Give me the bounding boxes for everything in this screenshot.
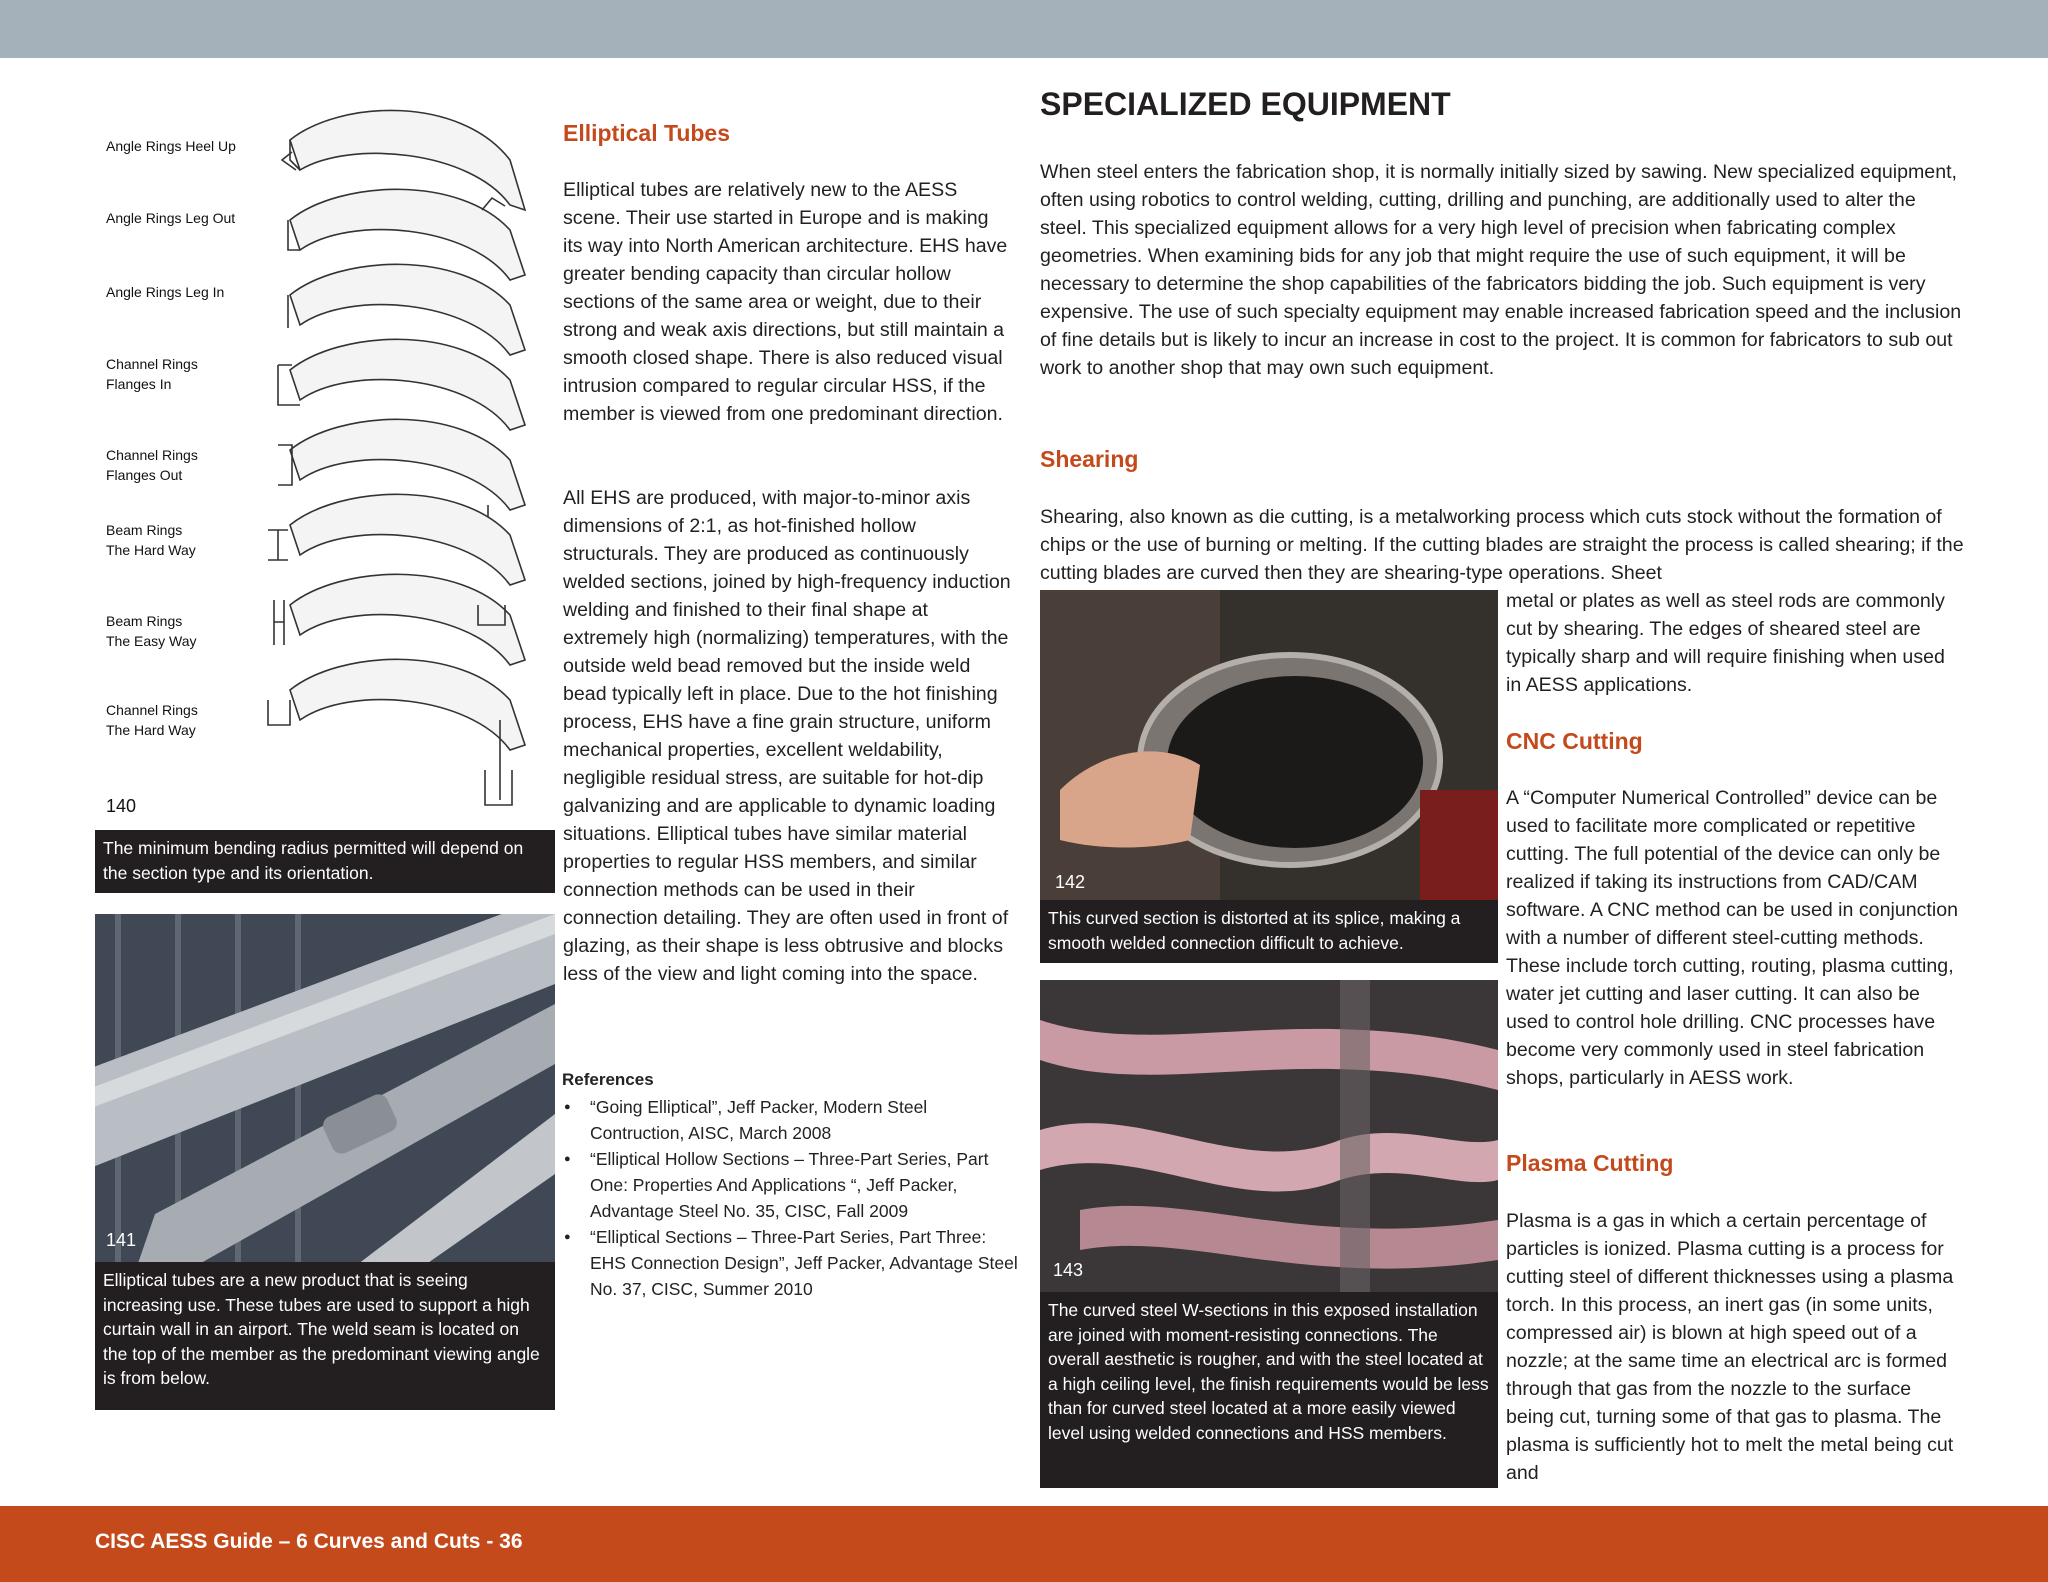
figure-number: 143	[1053, 1260, 1084, 1280]
elliptical-tube-photo	[95, 914, 555, 1272]
figure-caption: Elliptical tubes are a new product that is seeing increasing use. These tubes are used to support a high curtain wall in an airport. The weld seam is located on the top of the member as the predominant viewing angle is from below.	[95, 1262, 555, 1410]
curved-w-sections-photo	[1040, 980, 1498, 1292]
body-paragraph: Shearing, also known as die cutting, is a metalworking process which cuts stock without the formation of chips or the use of burning or melting. If the cutting blades are straight the process is called shearing; if the cutting blades are curved then they are shearing-type operations. Sheet	[1040, 506, 1964, 584]
figure-number: 141	[106, 1230, 137, 1250]
body-paragraph: A “Computer Numerical Controlled” device can be used to facilitate more complicated or repetitive cutting. The full potential of the device can only be realized if taking its instructions from CAD/CAM software. A CNC method can be used in conjunction with a number of different steel-cutting methods. These include torch cutting, routing, plasma cutting, water jet cutting and laser cutting. It can also be used to control hole drilling. CNC processes have become very commonly used in steel fabrication shops, particularly in AESS work.	[1506, 787, 1959, 1089]
references-list	[562, 1094, 1022, 1302]
ring-sections-drawing	[260, 100, 550, 820]
page-title: SPECIALIZED EQUIPMENT	[1040, 86, 1451, 122]
elliptical-tube-illustration	[95, 914, 555, 1272]
references-heading: References	[562, 1070, 654, 1089]
footer-bar	[0, 1506, 2048, 1582]
figure-caption: The minimum bending radius permitted will depend on the section type and its orientation.	[95, 830, 555, 893]
ring-label: Beam Rings The Easy Way	[106, 613, 197, 649]
ring-label: Channel Rings Flanges In	[106, 356, 198, 392]
ring-label: Angle Rings Leg Out	[106, 210, 236, 226]
w-sections-illustration	[1040, 980, 1498, 1292]
footer-title: CISC AESS Guide – 6 Curves and Cuts - 36	[95, 1530, 523, 1553]
body-paragraph: Plasma is a gas in which a certain percentage of particles is ionized. Plasma cutting is a process for cutting steel of different thicknesses using a plasma torch. In this process, an inert gas (in some units, compressed air) is blown at high speed out of a nozzle; at the same time an electrical arc is formed through that gas from the nozzle to the surface being cut, turning some of that gas to plasma. The plasma is sufficiently hot to melt the metal being cut and	[1506, 1210, 1954, 1484]
body-paragraph: When steel enters the fabrication shop, it is normally initially sized by sawing. New specialized equipment, often using robotics to control welding, cutting, drilling and punching, are additionally used to alter the steel. This specialized equipment allows for a very high level of precision when fabricating complex geometries. When examining bids for any job that might require the use of such equipment, it will be necessary to determine the shop capabilities of the fabricators bidding the job. Such equipment is very expensive. The use of such specialty equipment may enable increased fabrication speed and the inclusion of fine details but is likely to incur an increase in cost to the project. It is common for fabricators to sub out work to another shop that may own such equipment.	[1040, 161, 1962, 379]
reference-item: ● “Elliptical Hollow Sections – Three-Part Series, Part One: Properties And Applications “, Jeff Packer, Advantage Steel No. 35, CISC, Fall 2009	[562, 1146, 1022, 1224]
reference-item: ● “Going Elliptical”, Jeff Packer, Modern Steel Contruction, AISC, March 2008	[562, 1094, 1022, 1146]
reference-item: ● “Elliptical Sections – Three-Part Series, Part Three: EHS Connection Design”, Jeff Packer, Advantage Steel No. 37, CISC, Summer 2010	[562, 1224, 1022, 1302]
header-bar	[0, 0, 2048, 58]
body-paragraph: metal or plates as well as steel rods are commonly cut by shearing. The edges of sheared steel are typically sharp and will require finishing when used in AESS applications.	[1506, 590, 1945, 696]
ring-label: Angle Rings Heel Up	[106, 138, 236, 154]
distorted-splice-illustration	[1040, 590, 1498, 902]
section-heading: CNC Cutting	[1506, 728, 1643, 754]
section-heading: Elliptical Tubes	[563, 120, 730, 146]
figure-number: 142	[1055, 872, 1086, 892]
curved-section-photo	[1040, 590, 1498, 902]
section-heading: Shearing	[1040, 446, 1139, 472]
figure-caption: The curved steel W-sections in this exposed installation are joined with moment-resisting connections. The overall aesthetic is rougher, and with the steel located at a high ceiling level, the finish requirements would be less than for curved steel located at a more easily viewed level using welded connections and HSS members.	[1040, 1292, 1498, 1488]
figure-number: 140	[106, 796, 137, 816]
ring-label: Channel Rings Flanges Out	[106, 447, 198, 483]
ring-label: Angle Rings Leg In	[106, 284, 225, 300]
body-paragraph: Elliptical tubes are relatively new to the AESS scene. Their use started in Europe and is making its way into North American architecture. EHS have greater bending capacity than circular hollow sections of the same area or weight, due to their strong and weak axis directions, but still maintain a smooth closed shape. There is also reduced visual intrusion compared to regular circular HSS, if the member is viewed from one predominant direction.	[563, 179, 1008, 425]
figure-caption: This curved section is distorted at its splice, making a smooth welded connection difficult to achieve.	[1040, 900, 1498, 963]
section-heading: Plasma Cutting	[1506, 1150, 1674, 1176]
body-paragraph: All EHS are produced, with major-to-minor axis dimensions of 2:1, as hot-finished hollow structurals. They are produced as continuously welded sections, joined by high-frequency induction welding and finished to their final shape at extremely high (normalizing) temperatures, with the outside weld bead removed but the inside weld bead typically left in place. Due to the hot finishing process, EHS have a fine grain structure, uniform mechanical properties, excellent weldability, negligible residual stress, are suitable for hot-dip galvanizing and are applicable to dynamic loading situations. Elliptical tubes have similar material properties to regular HSS members, and similar connection methods can be used in their connection detailing. They are often used in front of glazing, as their shape is less obtrusive and blocks less of the view and light coming into the space.	[563, 487, 1011, 985]
ring-label: Beam Rings The Hard Way	[106, 522, 196, 558]
ring-label: Channel Rings The Hard Way	[106, 702, 198, 738]
